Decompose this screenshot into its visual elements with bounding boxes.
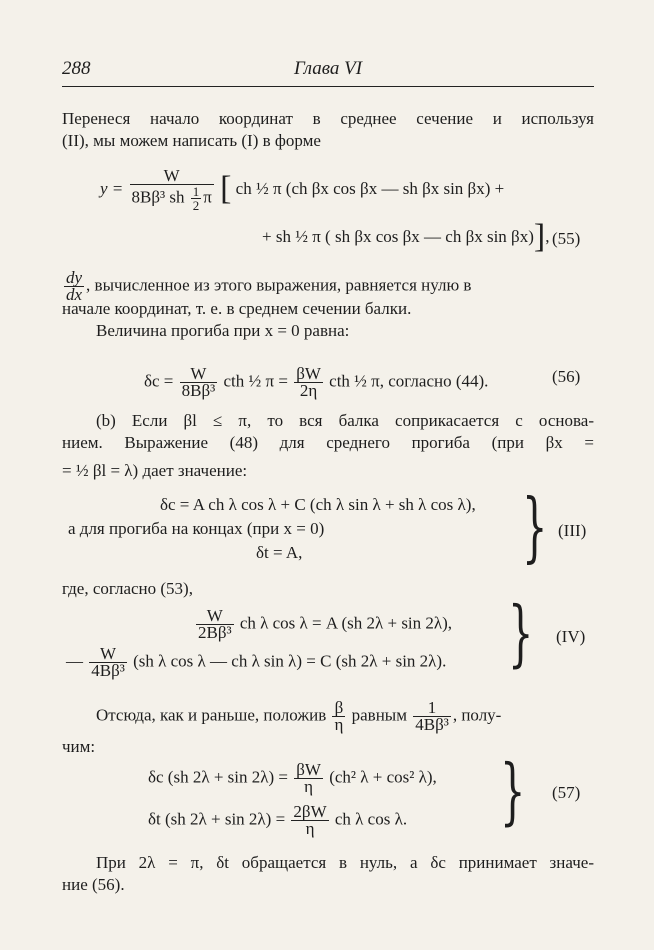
text-line: чим:: [62, 737, 96, 756]
eq-body: + sh ½ π ( sh βx cos βx — ch βx sin βx): [262, 227, 534, 246]
text-line: Величина прогиба при x = 0 равна:: [96, 321, 350, 340]
equation-57-line-2: [148, 804, 407, 837]
text-line: начале координат, т. е. в среднем сечении балки.: [62, 299, 412, 318]
equation-55-line-1: [100, 168, 504, 212]
denominator: 2Bβ³: [198, 623, 232, 642]
denominator: 4Bβ³: [415, 715, 449, 734]
text-line: При 2λ = π, δt обращается в нуль, а δc принимает значе-: [96, 853, 594, 872]
eq-body: (sh λ cos λ — ch λ sin λ) = C (sh 2λ + sin 2λ).: [133, 651, 447, 671]
text-line: = ½ βl = λ) дает значение:: [62, 461, 248, 480]
equation-number: (IV): [556, 627, 586, 646]
system-III-line-1: δc = A ch λ cos λ + C (ch λ sin λ + sh λ cos λ),: [160, 495, 476, 514]
numerator: 2βW: [293, 802, 327, 821]
eq-body: ch ½ π (ch βx cos βx — sh βx sin βx) +: [235, 178, 505, 198]
equation-number: (56): [552, 367, 581, 386]
equation-55-line-2: + sh ½ π ( sh βx cos βx — ch βx sin βx)],: [262, 218, 550, 255]
fraction: [89, 646, 127, 679]
denominator: 2η: [299, 381, 318, 400]
header-rule: [62, 86, 594, 87]
equation-number: (57): [552, 783, 581, 802]
right-brace: }: [522, 484, 548, 572]
fraction: [196, 608, 234, 641]
fraction: [332, 700, 345, 733]
fraction: [291, 804, 328, 837]
fraction: [294, 366, 323, 399]
denominator: 4Bβ³: [91, 661, 125, 680]
eq-body: δc (sh 2λ + sin 2λ) =: [148, 767, 288, 787]
text-line: нием. Выражение (48) для среднего прогиба (при βx =: [62, 433, 594, 452]
eq-body: cth ½ π =: [223, 371, 288, 391]
fraction: [413, 700, 451, 733]
denominator: η: [334, 715, 344, 734]
pi-symbol: π: [203, 187, 212, 207]
page-header: [62, 58, 594, 84]
fraction: [294, 762, 323, 795]
denominator: 2: [192, 198, 200, 213]
text-span: , вычисленное из этого выражения, равняется нулю в: [86, 275, 472, 295]
eq-lhs: y =: [100, 178, 124, 198]
equation-57-line-1: [148, 762, 437, 795]
denominator: dx: [66, 285, 83, 304]
close-bracket: ]: [533, 218, 546, 255]
fraction: [180, 366, 218, 399]
text-line: Перенеся начало координат в среднее сечение и используя: [62, 109, 594, 128]
text-line: (b) Если βl ≤ π, то вся балка соприкасается с основа-: [96, 411, 594, 430]
denominator: η: [304, 777, 314, 796]
numerator: β: [332, 700, 345, 717]
page-number: 288: [62, 58, 91, 79]
eq-body: ch λ cos λ.: [334, 809, 408, 829]
right-brace: }: [508, 592, 534, 676]
text-line: (II), мы можем написать (I) в форме: [62, 131, 321, 150]
equation-number: (III): [558, 521, 587, 540]
numerator: W: [180, 366, 218, 383]
system-IV-line-1: [194, 608, 452, 641]
text-line: [62, 700, 594, 733]
denominator: 8Bβ³: [181, 381, 216, 400]
chapter-title: Глава VI: [293, 58, 363, 79]
eq-body: cth ½ π, согласно (44).: [329, 371, 489, 391]
system-III-line-3: δt = A,: [256, 543, 303, 562]
denominator: [130, 185, 214, 212]
equation-number: (55): [552, 229, 581, 248]
numerator: βW: [296, 364, 321, 383]
text-span: , полу-: [452, 705, 502, 725]
denominator: η: [305, 819, 315, 838]
numerator: W: [130, 168, 214, 185]
text-span: равным: [351, 705, 407, 725]
text-line: ние (56).: [62, 875, 125, 894]
eq-body: δt (sh 2λ + sin 2λ) =: [148, 809, 286, 829]
eq-body: ch λ cos λ = A (sh 2λ + sin 2λ),: [239, 613, 453, 633]
numerator: W: [196, 608, 234, 625]
right-brace: }: [500, 750, 526, 834]
numerator: 1: [413, 700, 451, 717]
minus-sign: —: [66, 651, 83, 671]
system-III-line-2: а для прогиба на концах (при x = 0): [68, 519, 325, 538]
numerator: 1: [192, 184, 200, 199]
text-span: Отсюда, как и раньше, положив: [96, 705, 327, 725]
fraction-half: [191, 185, 202, 212]
fraction: [130, 168, 214, 212]
numerator: W: [89, 646, 127, 663]
den-part: 8Bβ³ sh: [131, 187, 185, 207]
numerator: dy: [66, 268, 83, 287]
eq-body: (ch² λ + cos² λ),: [329, 767, 437, 787]
numerator: βW: [296, 760, 321, 779]
system-IV-line-2: [66, 646, 446, 679]
eq-lhs: δc =: [144, 371, 174, 391]
text-line: где, согласно (53),: [62, 579, 193, 598]
open-bracket: [: [220, 169, 232, 207]
equation-56: [144, 366, 488, 399]
